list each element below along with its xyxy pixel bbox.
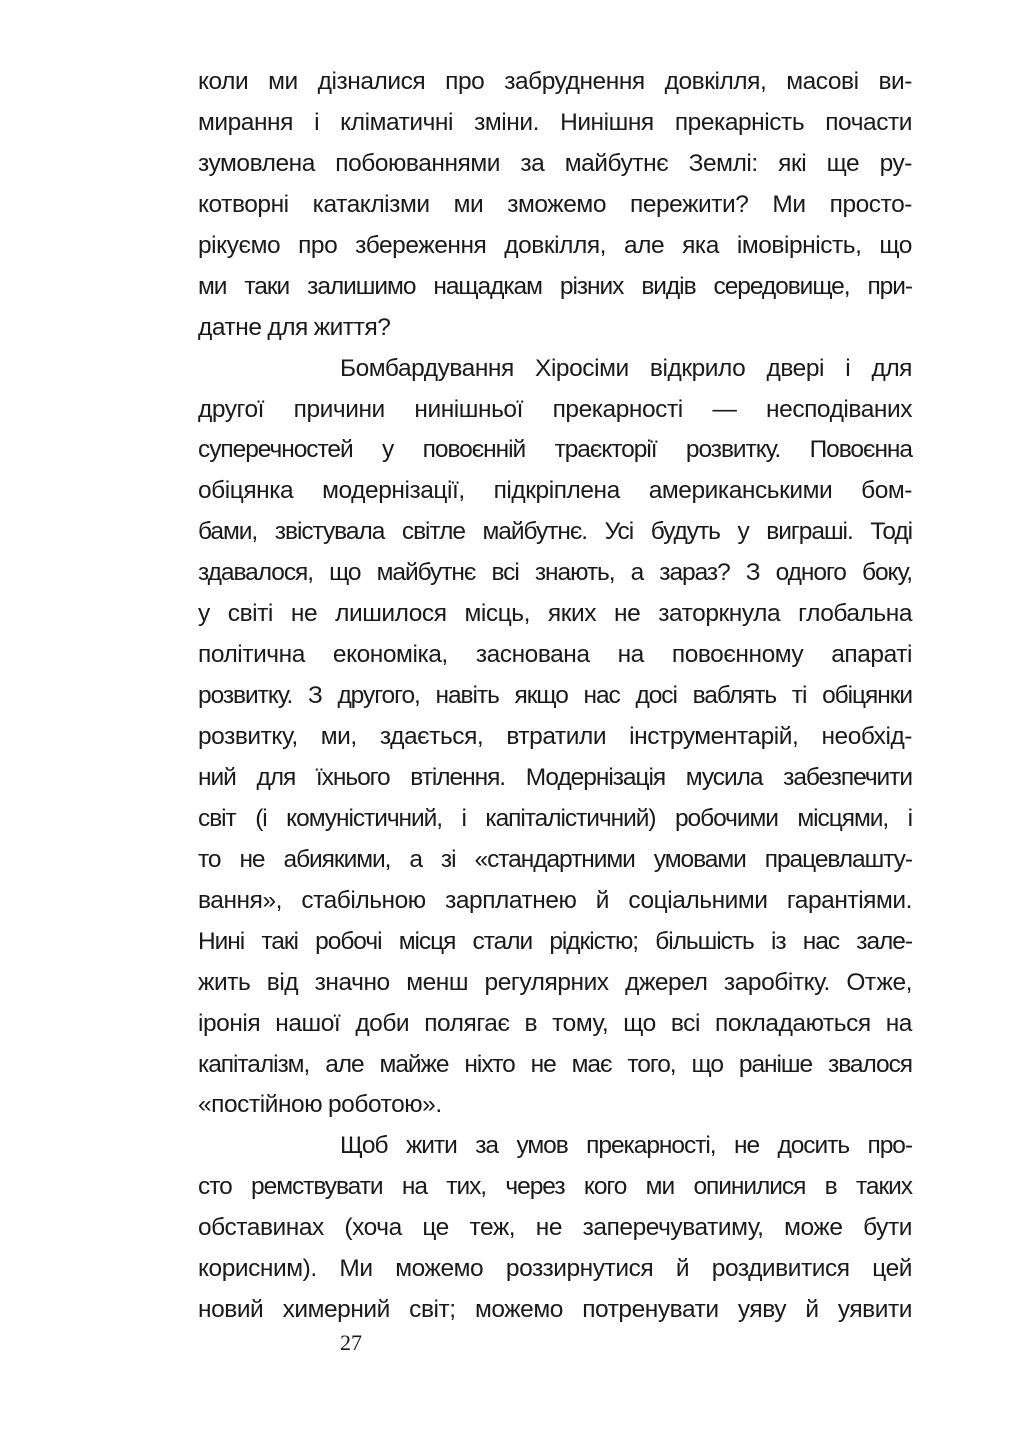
text-line: розвитку. З другого, навіть якщо нас досі ваблять ті обіцянки: [198, 682, 912, 710]
text-line: Бомбардування Хіросіми відкрило двері і для: [340, 354, 912, 382]
text-line: здавалося, що майбутнє всі знають, а зараз? З одного боку,: [198, 559, 912, 587]
text-line: бами, звістувала світле майбутнє. Усі будуть у виграші. Тоді: [198, 518, 912, 546]
text-line: рікуємо про збереження довкілля, але яка імовірність, що: [198, 231, 912, 259]
text-line: обставинах (хоча це теж, не заперечуватиму, може бути: [198, 1214, 912, 1242]
text-line: ний для їхнього втілення. Модернізація мусила забезпечити: [198, 763, 912, 791]
page-number: 27: [340, 1330, 362, 1355]
text-line: «постійною роботою».: [198, 1091, 442, 1119]
text-line: Щоб жити за умов прекарності, не досить про-: [340, 1132, 912, 1160]
text-line: політична економіка, заснована на повоєнному апараті: [198, 641, 912, 669]
page-body: [198, 62, 912, 1331]
text-line: ми таки залишимо нащадкам різних видів середовище, при-: [198, 272, 912, 300]
text-line: у світі не лишилося місць, яких не заторкнула глобальна: [198, 600, 912, 628]
text-line: вання», стабільною зарплатнею й соціальними гарантіями.: [198, 886, 912, 914]
text-line: новий химерний світ; можемо потренувати уяву й уявити: [198, 1296, 912, 1324]
paragraph-2: [198, 349, 912, 1127]
text-line: зумовлена побоюваннями за майбутнє Землі: які ще ру-: [198, 149, 912, 177]
text-line: капіталізм, але майже ніхто не має того, що раніше звалося: [198, 1050, 912, 1078]
text-line: розвитку, ми, здається, втратили інструментарій, необхід-: [198, 723, 912, 750]
text-line: то не абиякими, а зі «стандартними умовами працевлашту-: [198, 845, 912, 873]
paragraph-3: [198, 1126, 912, 1331]
paragraph-1: [198, 62, 912, 349]
text-line: суперечностей у повоєнній траєкторії розвитку. Повоєнна: [198, 436, 912, 464]
text-line: обіцянка модернізації, підкріплена американськими бом-: [198, 477, 912, 505]
text-line: мирання і кліматичні зміни. Нинішня прекарність почасти: [198, 108, 912, 136]
text-line: Нині такі робочі місця стали рідкістю; більшість із нас зале-: [198, 927, 912, 955]
text-line: корисним). Ми можемо роззирнутися й роздивитися цей: [198, 1255, 912, 1283]
text-line: коли ми дізналися про забруднення довкілля, масові ви-: [198, 68, 912, 95]
text-line: котворні катаклізми ми зможемо пережити? Ми просто-: [198, 190, 912, 218]
text-line: жить від значно менш регулярних джерел заробітку. Отже,: [198, 968, 912, 996]
text-line: другої причини нинішньої прекарності — несподіваних: [198, 395, 912, 423]
text-line: датне для життя?: [198, 313, 391, 341]
text-line: іронія нашої доби полягає в тому, що всі покладаються на: [198, 1009, 912, 1037]
text-line: світ (і комуністичний, і капіталістичний) робочими місцями, і: [198, 804, 912, 832]
text-line: сто ремствувати на тих, через кого ми опинилися в таких: [198, 1173, 912, 1201]
